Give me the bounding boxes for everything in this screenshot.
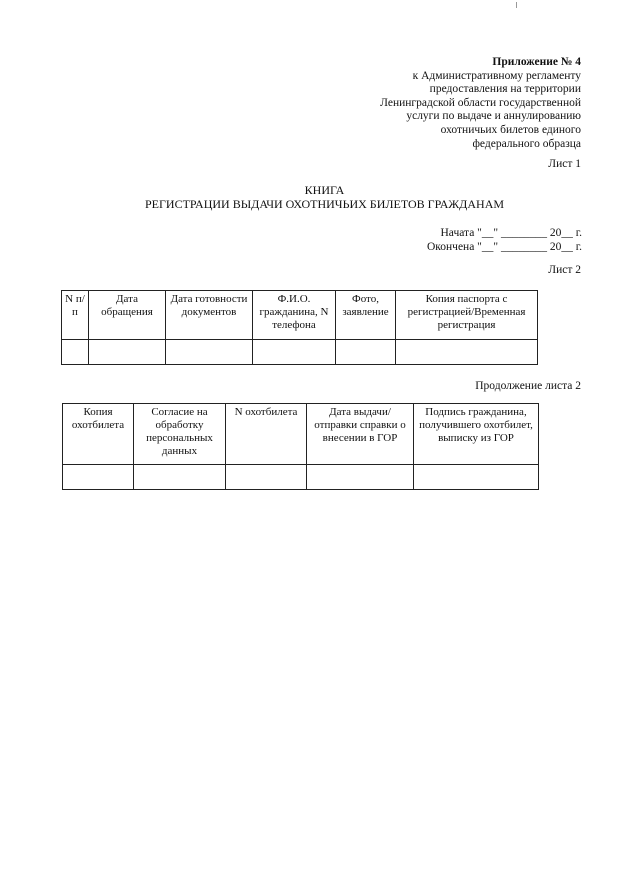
table-row (62, 340, 538, 365)
header-cell: Дата выдачи/отправки справки о внесении в ГОР (307, 404, 414, 465)
table-header-row (62, 291, 538, 340)
empty-cell (253, 340, 336, 365)
start-date-line: Начата "__" ________ 20__ г. (440, 227, 582, 239)
empty-cell (226, 465, 307, 490)
appendix-line: охотничьих билетов единого (440, 123, 581, 136)
appendix-line: услуги по выдаче и аннулированию (406, 110, 581, 123)
appendix-line: федерального образца (472, 137, 581, 150)
empty-cell (396, 340, 538, 365)
header-cell: N охотбилета (226, 404, 307, 465)
table-row (63, 465, 539, 490)
appendix-block (341, 56, 581, 151)
registration-table-part-2 (62, 403, 539, 490)
empty-cell (134, 465, 226, 490)
empty-cell (89, 340, 166, 365)
dates-block (427, 226, 582, 254)
header-cell: Согласие на обработку персональных данных (134, 404, 226, 465)
header-cell: Фото, заявление (336, 291, 396, 340)
sheet-2-label: Лист 2 (548, 264, 581, 276)
header-cell: Ф.И.О. гражданина, N телефона (253, 291, 336, 340)
empty-cell (307, 465, 414, 490)
scan-artifact (516, 2, 517, 8)
empty-cell (63, 465, 134, 490)
document-title: КНИГА (304, 183, 345, 197)
header-cell: Копия охотбилета (63, 404, 134, 465)
empty-cell (166, 340, 253, 365)
header-cell: Подпись гражданина, получившего охотбилет, выписку из ГОР (414, 404, 539, 465)
end-date-line: Окончена "__" ________ 20__ г. (426, 241, 582, 253)
appendix-line: предоставления на территории (429, 83, 581, 96)
empty-cell (336, 340, 396, 365)
document-subtitle: РЕГИСТРАЦИИ ВЫДАЧИ ОХОТНИЧЬИХ БИЛЕТОВ ГРАЖДАНАМ (144, 197, 505, 211)
continuation-label: Продолжение листа 2 (475, 380, 581, 392)
header-cell: Копия паспорта с регистрацией/Временная регистрация (396, 291, 538, 340)
header-cell: Дата обращения (89, 291, 166, 340)
appendix-number: Приложение № 4 (492, 56, 581, 68)
appendix-line: Ленинградской области государственной (380, 96, 581, 109)
registration-table-part-1 (61, 290, 538, 365)
header-cell: Дата готовности документов (166, 291, 253, 340)
sheet-1-label: Лист 1 (548, 158, 581, 170)
header-cell: N п/п (62, 291, 89, 340)
empty-cell (414, 465, 539, 490)
table-header-row (63, 404, 539, 465)
empty-cell (62, 340, 89, 365)
appendix-line: к Административному регламенту (412, 69, 581, 82)
